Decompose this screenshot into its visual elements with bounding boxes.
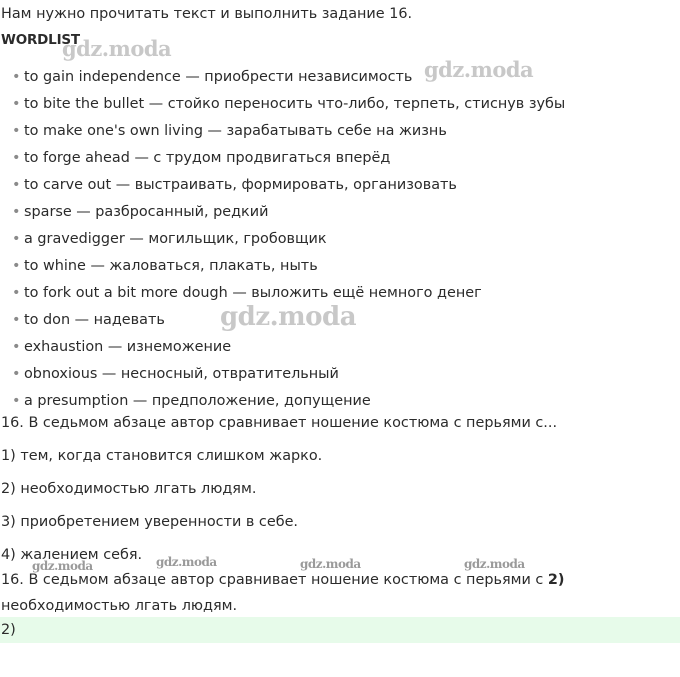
option-4: 4) жалением себя. xyxy=(1,547,143,563)
watermark: gdz.moda xyxy=(424,57,534,82)
answer-continuation: необходимостью лгать людям. xyxy=(1,598,238,614)
list-item: • exhaustion — изнеможение xyxy=(12,339,232,355)
bullet-icon: • xyxy=(12,312,21,328)
list-item: • sparse — разбросанный, редкий xyxy=(12,204,269,220)
watermark: gdz.moda xyxy=(62,36,172,61)
list-item: • to bite the bullet — стойко переносить что-либо, терпеть, стиснув зубы xyxy=(12,96,566,112)
watermark: gdz.moda xyxy=(464,557,525,571)
bullet-icon: • xyxy=(12,123,21,139)
bullet-icon: • xyxy=(12,258,21,274)
list-item: • obnoxious — несносный, отвратительный xyxy=(12,366,339,382)
watermark: gdz.moda xyxy=(300,557,361,571)
list-item: • to forge ahead — с трудом продвигаться вперёд xyxy=(12,150,391,166)
bullet-icon: • xyxy=(12,339,21,355)
final-answer: 2) xyxy=(1,622,16,638)
watermark: gdz.moda xyxy=(32,559,93,573)
list-item: • a gravedigger — могильщик, гробовщик xyxy=(12,231,327,247)
intro-text: Нам нужно прочитать текст и выполнить задание 16. xyxy=(1,6,413,22)
option-2: 2) необходимостью лгать людям. xyxy=(1,481,257,497)
option-1: 1) тем, когда становится слишком жарко. xyxy=(1,448,323,464)
answer-choice: 2) xyxy=(547,572,565,588)
bullet-icon: • xyxy=(12,285,21,301)
question-text: 16. В седьмом абзаце автор сравнивает ношение костюма с перьями с... xyxy=(1,415,558,431)
bullet-icon: • xyxy=(12,231,21,247)
bullet-icon: • xyxy=(12,150,21,166)
bullet-icon: • xyxy=(12,393,21,409)
option-3: 3) приобретением уверенности в себе. xyxy=(1,514,298,530)
bullet-icon: • xyxy=(12,366,21,382)
list-item: • a presumption — предположение, допущение xyxy=(12,393,371,409)
final-answer-bar xyxy=(0,617,680,643)
bullet-icon: • xyxy=(12,204,21,220)
list-item: • to gain independence — приобрести независимость xyxy=(12,69,413,85)
bullet-icon: • xyxy=(12,69,21,85)
list-item: • to fork out a bit more dough — выложить ещё немного денег xyxy=(12,285,482,301)
list-item: • to make one's own living — зарабатывать себе на жизнь xyxy=(12,123,447,139)
wordlist-heading: WORDLIST xyxy=(1,32,80,48)
bullet-icon: • xyxy=(12,96,21,112)
watermark: gdz.moda xyxy=(156,555,217,569)
watermark: gdz.moda xyxy=(220,302,357,332)
answer-text: 16. В седьмом абзаце автор сравнивает ношение костюма с перьями с 2) xyxy=(1,572,565,588)
bullet-icon: • xyxy=(12,177,21,193)
list-item: • to whine — жаловаться, плакать, ныть xyxy=(12,258,318,274)
list-item: • to don — надевать xyxy=(12,312,165,328)
list-item: • to carve out — выстраивать, формировать, организовать xyxy=(12,177,457,193)
